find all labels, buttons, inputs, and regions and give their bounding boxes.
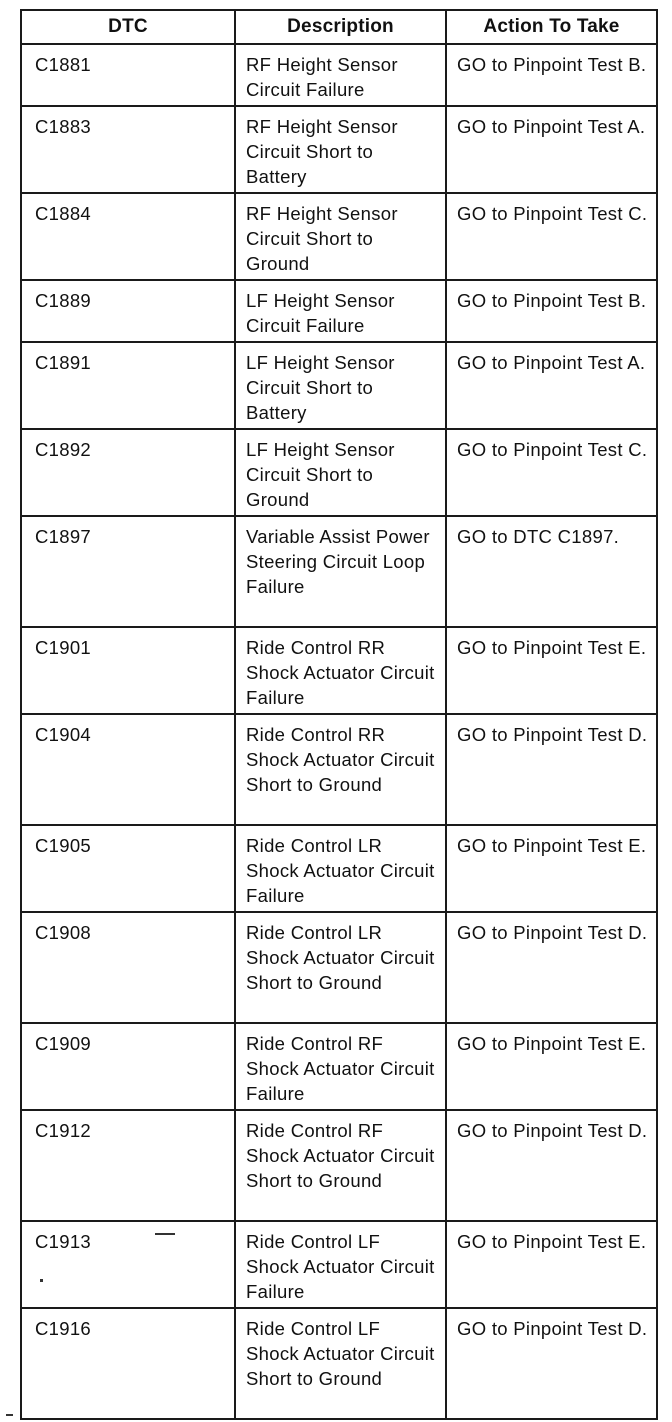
dtc-code-cell: C1901 [21,627,235,714]
action-cell: GO to Pinpoint Test E. [446,825,657,912]
dtc-code-cell: C1909 [21,1023,235,1110]
dtc-code-cell: C1884 [21,193,235,280]
dtc-code-cell: C1891 [21,342,235,429]
action-cell: GO to Pinpoint Test B. [446,44,657,106]
dtc-code-cell: C1908 [21,912,235,1023]
table-row [21,1110,657,1221]
description-cell: RF Height Sensor Circuit Failure [235,44,446,106]
description-cell: LF Height Sensor Circuit Short to Battery [235,342,446,429]
header-action: Action To Take [446,10,657,44]
action-cell: GO to Pinpoint Test E. [446,1221,657,1308]
dtc-code-cell: C1883 [21,106,235,193]
dtc-code-cell: C1892 [21,429,235,516]
dtc-code-cell: C1881 [21,44,235,106]
table-row [21,429,657,516]
description-cell: RF Height Sensor Circuit Short to Ground [235,193,446,280]
action-cell: GO to Pinpoint Test B. [446,280,657,342]
table-row [21,44,657,106]
table-row [21,193,657,280]
description-cell: Ride Control RF Shock Actuator Circuit Short to Ground [235,1110,446,1221]
action-cell: GO to Pinpoint Test D. [446,912,657,1023]
action-cell: GO to Pinpoint Test D. [446,714,657,825]
dtc-code-cell: C1916 [21,1308,235,1419]
dtc-table [20,9,658,1420]
dtc-code-cell: C1904 [21,714,235,825]
description-cell: Ride Control RF Shock Actuator Circuit Failure [235,1023,446,1110]
description-cell: RF Height Sensor Circuit Short to Battery [235,106,446,193]
table-row [21,1221,657,1308]
description-cell: Ride Control LR Shock Actuator Circuit Failure [235,825,446,912]
table-row [21,516,657,627]
table-row [21,714,657,825]
description-cell: Ride Control RR Shock Actuator Circuit Short to Ground [235,714,446,825]
scan-speck [6,1414,13,1416]
scan-speck [40,1279,43,1282]
dtc-code-cell: C1912 [21,1110,235,1221]
action-cell: GO to Pinpoint Test E. [446,1023,657,1110]
table-row [21,280,657,342]
action-cell: GO to Pinpoint Test C. [446,429,657,516]
table-row [21,627,657,714]
table-row [21,1308,657,1419]
table-row [21,106,657,193]
action-cell: GO to Pinpoint Test A. [446,342,657,429]
table-header-row [21,10,657,44]
description-cell: Ride Control LF Shock Actuator Circuit Failure [235,1221,446,1308]
action-cell: GO to Pinpoint Test D. [446,1110,657,1221]
description-cell: Ride Control LR Shock Actuator Circuit Short to Ground [235,912,446,1023]
dtc-code-cell: C1889 [21,280,235,342]
header-dtc: DTC [21,10,235,44]
description-cell: Ride Control LF Shock Actuator Circuit Short to Ground [235,1308,446,1419]
table-row [21,912,657,1023]
table-row [21,1023,657,1110]
action-cell: GO to DTC C1897. [446,516,657,627]
action-cell: GO to Pinpoint Test C. [446,193,657,280]
action-cell: GO to Pinpoint Test D. [446,1308,657,1419]
description-cell: LF Height Sensor Circuit Short to Ground [235,429,446,516]
table-row [21,342,657,429]
scan-speck [155,1233,175,1235]
table-row [21,825,657,912]
action-cell: GO to Pinpoint Test A. [446,106,657,193]
description-cell: Ride Control RR Shock Actuator Circuit Failure [235,627,446,714]
action-cell: GO to Pinpoint Test E. [446,627,657,714]
header-description: Description [235,10,446,44]
dtc-code-cell: C1905 [21,825,235,912]
description-cell: LF Height Sensor Circuit Failure [235,280,446,342]
dtc-code-cell: C1897 [21,516,235,627]
description-cell: Variable Assist Power Steering Circuit Loop Failure [235,516,446,627]
dtc-code-cell: C1913 [21,1221,235,1308]
